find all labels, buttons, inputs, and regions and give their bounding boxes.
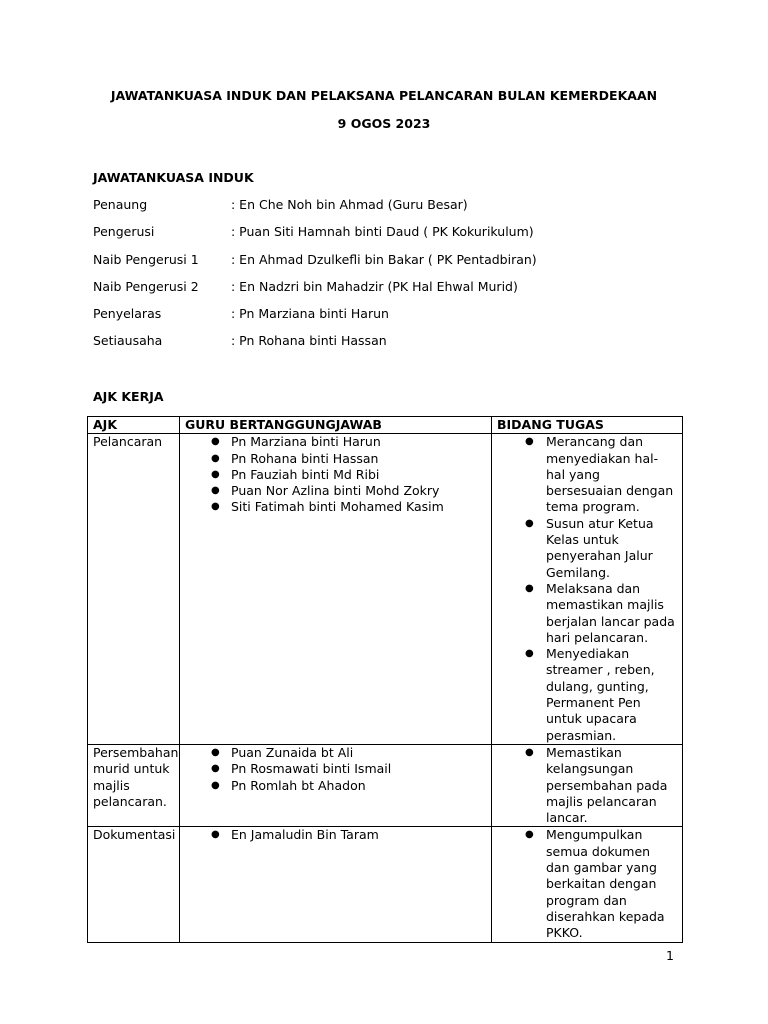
kerja-heading: AJK KERJA xyxy=(93,389,164,404)
tugas-text: Memastikan kelangsungan persembahan pada majlis pelancaran lancar. xyxy=(546,744,668,826)
list-item xyxy=(185,761,486,777)
roster-row xyxy=(93,333,537,360)
guru-cell xyxy=(180,827,492,942)
roster-row xyxy=(93,279,537,306)
tugas-text: Melaksana dan memastikan majlis berjalan lancar pada hari pelancaran. xyxy=(546,580,675,645)
ajk-cell: Pelancaran xyxy=(88,434,180,745)
list-item xyxy=(497,745,677,826)
roster-role: Penyelaras xyxy=(93,306,162,322)
list-item xyxy=(185,467,486,483)
bullet-icon: ● xyxy=(211,746,220,758)
guru-name: Pn Rosmawati binti Ismail xyxy=(231,761,392,777)
tugas-cell xyxy=(492,434,683,745)
list-item xyxy=(497,646,677,744)
induk-roster xyxy=(93,197,537,361)
tugas-text: Mengumpulkan semua dokumen dan gambar yang berkaitan dengan program dan diserahkan kepada PKKO. xyxy=(546,827,665,941)
guru-name: Pn Fauziah binti Md Ribi xyxy=(231,466,380,482)
list-item xyxy=(185,778,486,794)
bullet-icon: ● xyxy=(525,648,534,660)
list-item xyxy=(497,516,677,581)
roster-role: Penaung xyxy=(93,197,148,212)
ajk-cell: Dokumentasi xyxy=(88,827,180,942)
bullet-icon: ● xyxy=(211,779,220,791)
roster-row xyxy=(93,252,537,279)
list-item xyxy=(185,483,486,499)
list-item xyxy=(185,827,486,843)
column-header-guru: GURU BERTANGGUNGJAWAB xyxy=(180,417,492,434)
list-item xyxy=(185,451,486,467)
roster-name: : Pn Rohana binti Hassan xyxy=(231,333,387,349)
guru-name: Puan Nor Azlina binti Mohd Zokry xyxy=(231,483,440,499)
guru-name: Puan Zunaida bt Ali xyxy=(231,744,354,760)
roster-name: : Puan Siti Hamnah binti Daud ( PK Kokurikulum) xyxy=(231,224,534,240)
bullet-icon: ● xyxy=(525,582,534,594)
bullet-icon: ● xyxy=(211,468,220,480)
bullet-icon: ● xyxy=(211,436,220,448)
bullet-icon: ● xyxy=(211,485,220,497)
guru-cell xyxy=(180,744,492,826)
roster-row xyxy=(93,224,537,251)
roster-row xyxy=(93,197,537,224)
guru-name: Pn Rohana binti Hassan xyxy=(231,450,379,466)
roster-row xyxy=(93,306,537,333)
bullet-icon: ● xyxy=(211,829,220,841)
list-item xyxy=(497,581,677,646)
tugas-cell xyxy=(492,744,683,826)
list-item xyxy=(185,745,486,761)
roster-name: : En Nadzri bin Mahadzir (PK Hal Ehwal Murid) xyxy=(231,278,518,294)
table-row xyxy=(88,434,683,745)
ajk-kerja-table xyxy=(87,416,683,943)
guru-cell xyxy=(180,434,492,745)
column-header-ajk: AJK xyxy=(88,417,180,434)
tugas-text: Merancang dan menyediakan hal-hal yang bersesuaian dengan tema program. xyxy=(546,434,674,515)
list-item xyxy=(185,499,486,515)
ajk-cell: Persembahan murid untuk majlis pelancaran. xyxy=(88,744,180,826)
bullet-icon: ● xyxy=(525,517,534,529)
roster-role: Pengerusi xyxy=(93,224,155,240)
guru-name: Pn Romlah bt Ahadon xyxy=(231,777,366,793)
tugas-text: Susun atur Ketua Kelas untuk penyerahan Jalur Gemilang. xyxy=(546,515,654,580)
bullet-icon: ● xyxy=(211,501,220,513)
guru-name: En Jamaludin Bin Taram xyxy=(231,827,379,843)
bullet-icon: ● xyxy=(525,829,534,841)
roster-name: : En Ahmad Dzulkefli bin Bakar ( PK Pentadbiran) xyxy=(231,251,537,267)
tugas-cell xyxy=(492,827,683,942)
page-number: 1 xyxy=(666,948,674,963)
bullet-icon: ● xyxy=(525,436,534,448)
roster-name: : Pn Marziana binti Harun xyxy=(231,306,389,322)
guru-name: Pn Marziana binti Harun xyxy=(231,434,381,450)
bullet-icon: ● xyxy=(525,746,534,758)
table-row xyxy=(88,744,683,826)
roster-name: : En Che Noh bin Ahmad (Guru Besar) xyxy=(231,197,468,212)
table-row xyxy=(88,827,683,942)
roster-role: Setiausaha xyxy=(93,333,163,349)
document-date: 9 OGOS 2023 xyxy=(337,116,431,131)
tugas-text: Menyediakan streamer , reben, dulang, gunting, Permanent Pen untuk upacara perasmian. xyxy=(546,646,655,743)
bullet-icon: ● xyxy=(211,452,220,464)
bullet-icon: ● xyxy=(211,763,220,775)
document-title: JAWATANKUASA INDUK DAN PELAKSANA PELANCARAN BULAN KEMERDEKAAN xyxy=(110,88,658,103)
list-item xyxy=(497,434,677,515)
table-header-row xyxy=(88,417,683,434)
roster-role: Naib Pengerusi 2 xyxy=(93,278,199,294)
guru-name: Siti Fatimah binti Mohamed Kasim xyxy=(231,499,444,515)
induk-heading: JAWATANKUASA INDUK xyxy=(93,170,254,185)
column-header-tugas: BIDANG TUGAS xyxy=(492,417,683,434)
list-item xyxy=(497,827,677,941)
list-item xyxy=(185,434,486,450)
roster-role: Naib Pengerusi 1 xyxy=(93,251,199,267)
